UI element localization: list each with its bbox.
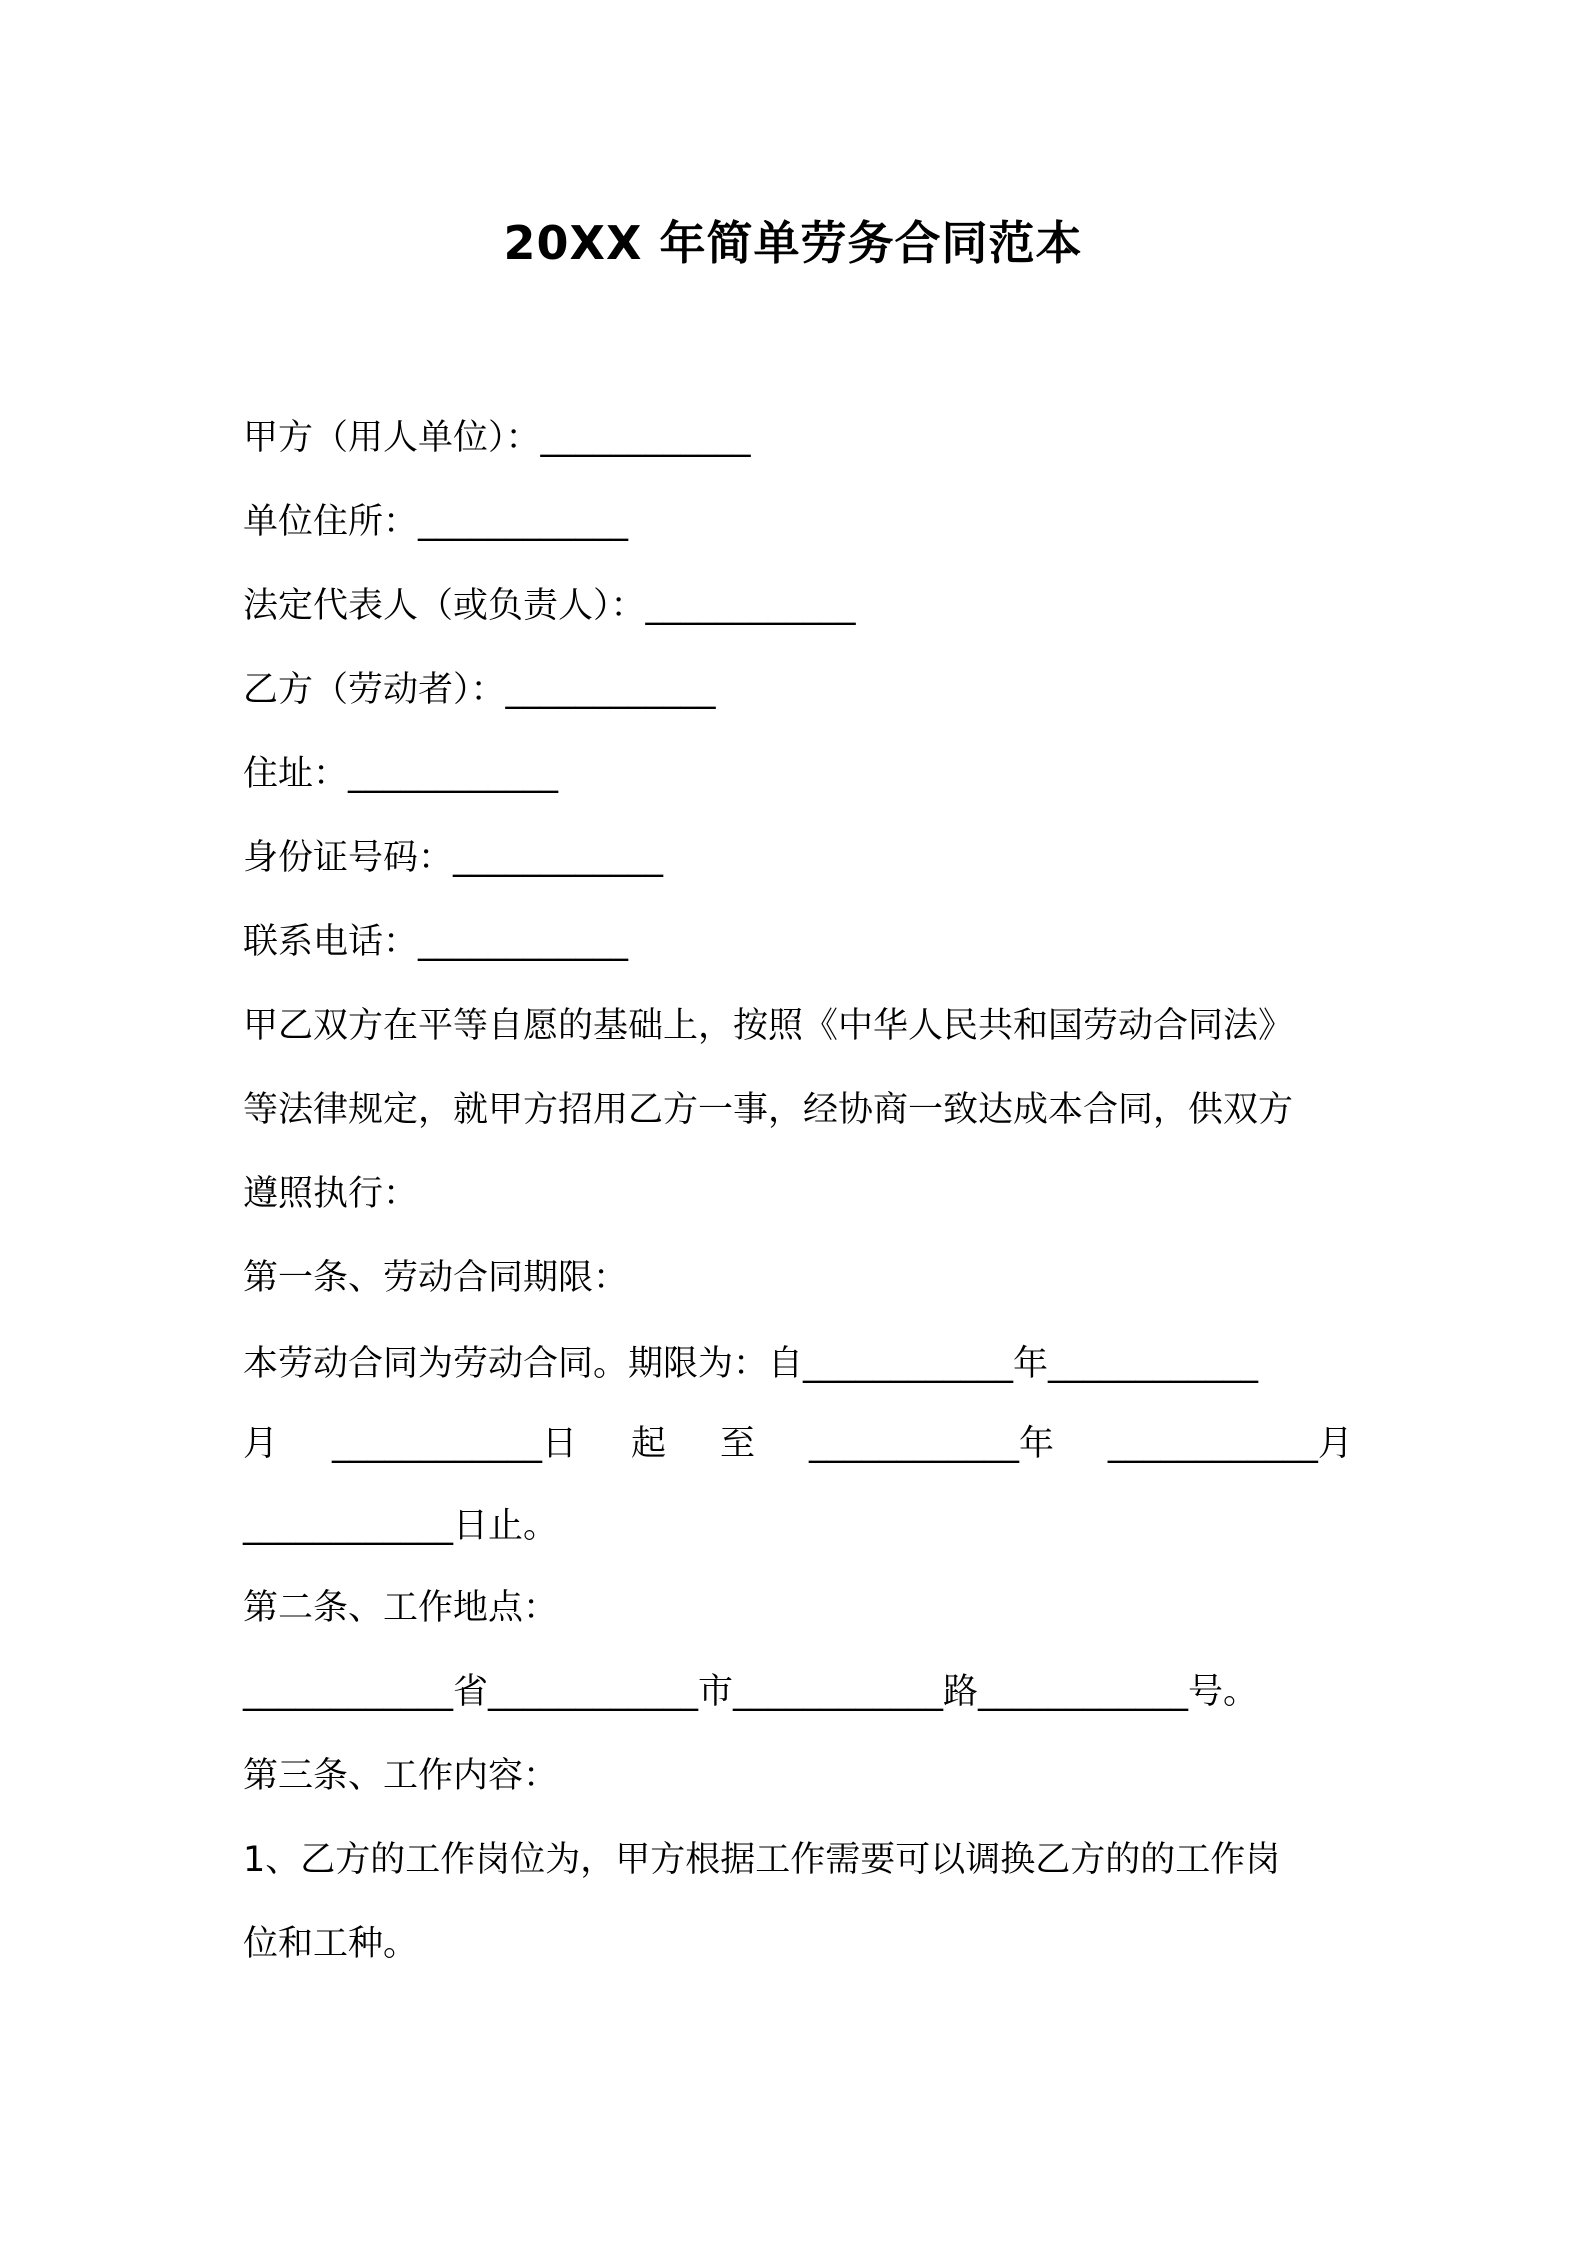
intro-line-3: 遵照执行： [243,1174,419,1214]
article-1-line-3: ____________日止。 [243,1506,559,1546]
article-3-heading: 第三条、工作内容： [243,1756,559,1796]
date-part: 起 [630,1424,666,1464]
date-part: 月 [243,1424,279,1464]
party-a-field: 甲方（用人单位）：____________ [243,418,751,458]
intro-line-2: 等法律规定，就甲方招用乙方一事，经协商一致达成本合同，供双方 [243,1090,1294,1130]
legal-rep-field: 法定代表人（或负责人）：____________ [243,586,856,626]
article-1-line-1: 本劳动合同为劳动合同。期限为：自____________年____________ [243,1344,1259,1384]
intro-line-1: 甲乙双方在平等自愿的基础上，按照《中华人民共和国劳动合同法》 [243,1006,1294,1046]
phone-field: 联系电话：____________ [243,922,629,962]
address-a-field: 单位住所：____________ [243,502,629,542]
address-b-field: 住址：____________ [243,754,559,794]
party-b-field: 乙方（劳动者）：____________ [243,670,716,710]
date-part: 至 [719,1424,755,1464]
page-title: 20XX 年简单劳务合同范本 [503,216,1083,270]
article-2-heading: 第二条、工作地点： [243,1588,559,1628]
article-3-item-1-line-1: 1、乙方的工作岗位为，甲方根据工作需要可以调换乙方的的工作岗 [243,1840,1281,1880]
date-part: ____________日 [331,1424,577,1464]
article-3-item-1-line-2: 位和工种。 [243,1924,419,1964]
id-number-field: 身份证号码：____________ [243,838,664,878]
date-part: ____________月 [1107,1424,1353,1464]
article-1-line-2 [243,1420,1353,1468]
article-1-heading: 第一条、劳动合同期限： [243,1258,629,1298]
article-2-line-1: ____________省____________市____________路____________号。 [243,1672,1259,1712]
date-part: ____________年 [808,1424,1054,1464]
